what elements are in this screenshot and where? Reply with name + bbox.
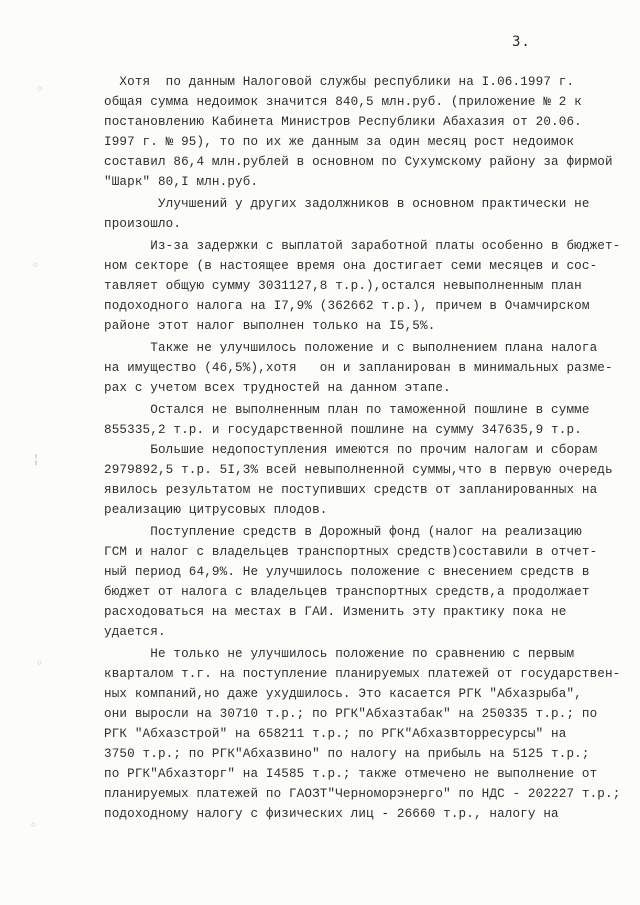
- text-line: 3750 т.р.; по РГК"Абхазвино" по налогу на прибыль на 5125 т.р.;: [104, 747, 590, 761]
- text-line: они выросли на 30710 т.р.; по РГК"Абхазтабак" на 250335 т.р.; по: [104, 707, 598, 721]
- text-line: I997 г. № 95), то по их же данным за один месяц рост недоимок: [104, 135, 575, 149]
- text-line: 2979892,5 т.р. 5I,3% всей невыполненной суммы,что в первую очередь: [104, 463, 613, 477]
- text-line: удается.: [104, 625, 166, 639]
- text-line: ный период 64,9%. Не улучшилось положение с внесением средств в: [104, 565, 590, 579]
- text-line: Поступление средств в Дорожный фонд (налог на реализацию: [104, 525, 582, 539]
- text-line: Улучшений у других задолжников в основном практически не: [104, 197, 590, 211]
- text-line: Хотя по данным Налоговой службы республики на I.06.1997 г.: [104, 75, 575, 89]
- text-line: 855335,2 т.р. и государственной пошлине на сумму 347635,9 т.р.: [104, 423, 582, 437]
- text-line: ном секторе (в настоящее время она достигает семи месяцев и сос-: [104, 259, 598, 273]
- text-line: рах с учетом всех трудностей на данном этапе.: [104, 381, 451, 395]
- punch-hole-mark: ◦: [32, 258, 40, 272]
- punch-hole-mark: ◦: [36, 82, 44, 96]
- punch-hole-mark: ◦: [36, 656, 44, 670]
- text-line: произошло.: [104, 217, 182, 231]
- text-line: Остался не выполненным план по таможенной пошлине в сумме: [104, 403, 590, 417]
- page-number: 3.: [512, 34, 531, 50]
- text-line: Не только не улучшилось положение по сравнению с первым: [104, 647, 575, 661]
- text-line: Большие недопоступления имеются по прочим налогам и сборам: [104, 443, 598, 457]
- text-line: "Шарк" 80,I млн.руб.: [104, 175, 259, 189]
- text-line: бюджет от налога с владельцев транспортных средств,а продолжает: [104, 585, 590, 599]
- text-line: составил 86,4 млн.рублей в основном по Сухумскому району за фирмой: [104, 155, 613, 169]
- text-line: по РГК"Абхазторг" на I4585 т.р.; также отмечено не выполнение от: [104, 767, 598, 781]
- text-line: ГСМ и налог с владельцев транспортных средств)составили в отчет-: [104, 545, 598, 559]
- text-line: Также не улучшилось положение и с выполнением плана налога: [104, 341, 598, 355]
- text-line: явилось результатом не поступивших средств от запланированных на: [104, 483, 598, 497]
- text-line: подоходному налогу с физических лиц - 26660 т.р., налогу на: [104, 807, 559, 821]
- text-line: на имущество (46,5%),хотя он и запланирован в минимальных разме-: [104, 361, 613, 375]
- text-line: Из-за задержки с выплатой заработной платы особенно в бюджет-: [104, 239, 621, 253]
- text-line: постановлению Кабинета Министров Республики Абахазия от 20.06.: [104, 115, 582, 129]
- text-line: ных компаний,но даже ухудшилось. Это касается РГК "Абхазрыба",: [104, 687, 582, 701]
- text-line: подоходного налога на I7,9% (362662 т.р.), причем в Очамчирском: [104, 299, 590, 313]
- text-line: расходоваться на местах в ГАИ. Изменить эту практику пока не: [104, 605, 567, 619]
- text-line: общая сумма недоимок значится 840,5 млн.руб. (приложение № 2 к: [104, 95, 582, 109]
- text-line: РГК "Абхазстрой" на 658211 т.р.; по РГК"Абхазвторресурсы" на: [104, 727, 567, 741]
- text-line: планируемых платежей по ГАОЗТ"Черноморэнерго" по НДС - 202227 т.р.;: [104, 787, 621, 801]
- text-line: районе этот налог выполнен только на I5,5%.: [104, 319, 436, 333]
- punch-hole-mark: ◦: [30, 818, 38, 832]
- text-line: реализацию цитрусовых плодов.: [104, 503, 328, 517]
- punch-hole-mark: ¦: [34, 452, 39, 466]
- text-line: тавляет общую сумму 3031127,8 т.р.),остался невыполненным план: [104, 279, 582, 293]
- text-line: кварталом т.г. на поступление планируемых платежей от государствен-: [104, 667, 621, 681]
